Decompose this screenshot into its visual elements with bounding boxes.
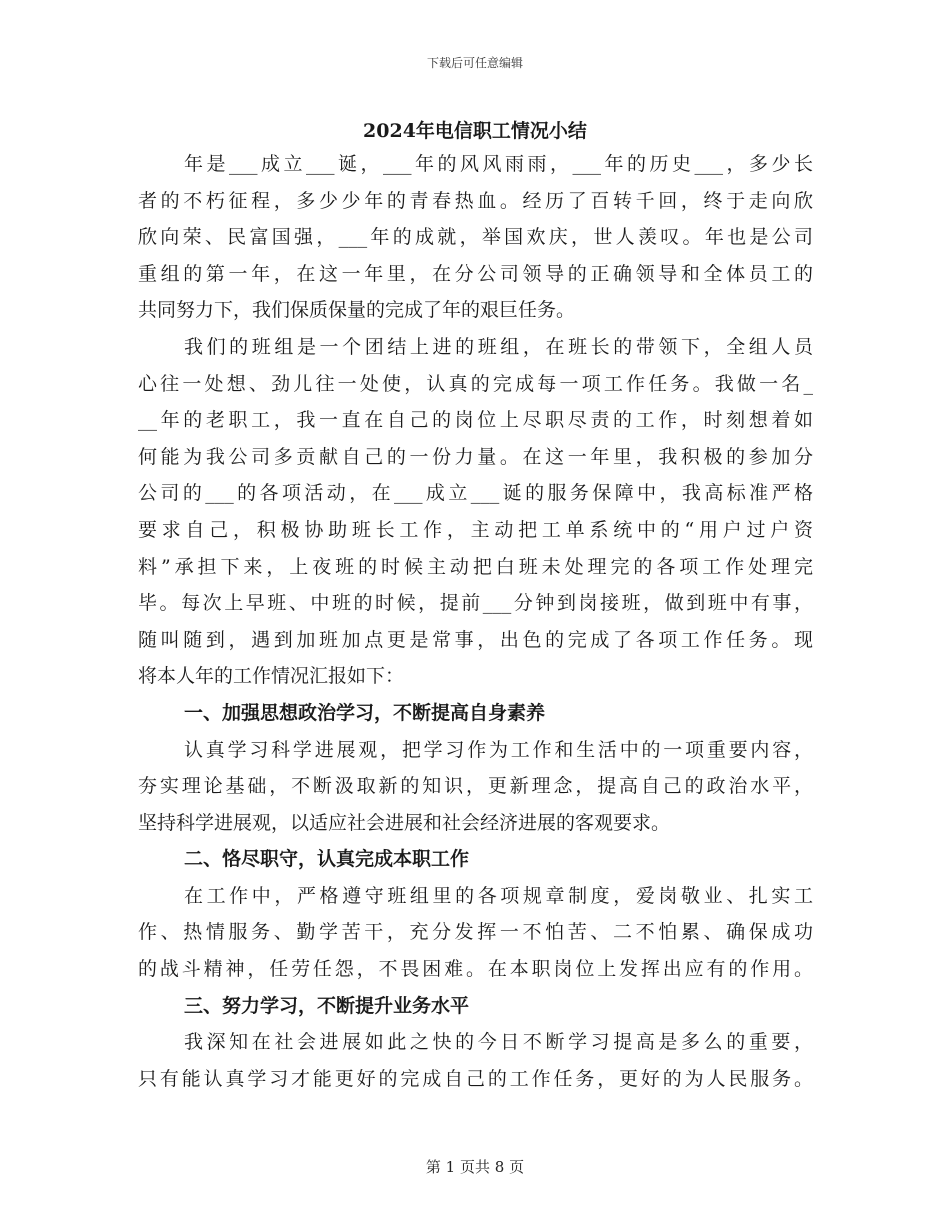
paragraph-line: 坚持科学进展观，以适应社会进展和社会经济进展的客观要求。 (138, 811, 671, 834)
paragraph-line: 心往一处想、劲儿往一处使，认真的完成每一项工作任务。我做一名_ (138, 372, 813, 395)
paragraph-line: 的战斗精神，任劳任怨，不畏困难。在本职岗位上发挥出应有的作用。 (138, 958, 813, 981)
paragraph-line: 何能为我公司多贡献自己的一份力量。在这一年里，我积极的参加分 (138, 445, 813, 468)
paragraph-line: 在工作中，严格遵守班组里的各项规章制度，爱岗敬业、扎实工 (184, 884, 813, 907)
section-heading: 三、努力学习，不断提升业务水平 (184, 994, 470, 1017)
section-heading: 一、加强思想政治学习，不断提高自身素养 (184, 701, 546, 724)
paragraph-line: 只有能认真学习才能更好的完成自己的工作任务，更好的为人民服务。 (138, 1067, 813, 1090)
paragraph-line: 公司的___的各项活动，在___成立___诞的服务保障中，我高标准严格 (138, 482, 813, 505)
paragraph-line: 我深知在社会进展如此之快的今日不断学习提高是多么的重要， (184, 1031, 813, 1054)
paragraph-line: 我们的班组是一个团结上进的班组，在班长的带领下，全组人员 (184, 335, 813, 358)
paragraph-line: 毕。每次上早班、中班的时候，提前___分钟到岗接班，做到班中有事， (138, 592, 813, 615)
paragraph-line: 共同努力下，我们保质保量的完成了年的艰巨任务。 (138, 299, 576, 322)
paragraph-line: 重组的第一年，在这一年里，在分公司领导的正确领导和全体员工的 (138, 262, 813, 285)
section-heading: 二、恪尽职守，认真完成本职工作 (184, 848, 470, 871)
paragraph-line: 夯实理论基础，不断汲取新的知识，更新理念，提高自己的政治水平， (138, 775, 813, 798)
document-body (138, 146, 813, 1097)
page-header-note: 下载后可任意编辑 (426, 56, 523, 70)
paragraph-line: 者的不朽征程，多少少年的青春热血。经历了百转千回，终于走向欣 (138, 189, 813, 212)
paragraph-line: 年是___成立___诞，___年的风风雨雨，___年的历史___，多少长 (184, 153, 813, 175)
paragraph-line: 将本人年的工作情况汇报如下： (138, 665, 405, 688)
paragraph-line: 欣向荣、民富国强，___年的成就，举国欢庆，世人羡叹。年也是公司 (138, 226, 813, 249)
paragraph-line: __年的老职工，我一直在自己的岗位上尽职尽责的工作，时刻想着如 (138, 409, 813, 432)
paragraph-line: 要求自己，积极协助班长工作，主动把工单系统中的“用户过户资 (138, 518, 813, 541)
paragraph-line: 作、热情服务、勤学苦干，充分发挥一不怕苦、二不怕累、确保成功 (138, 921, 813, 944)
paragraph-line: 随叫随到，遇到加班加点更是常事，出色的完成了各项工作任务。现 (138, 628, 813, 651)
page-number-footer: 第 1 页共 8 页 (425, 1158, 525, 1176)
document-title: 2024年电信职工情况小结 (363, 120, 587, 142)
paragraph-line: 认真学习科学进展观，把学习作为工作和生活中的一项重要内容， (184, 738, 813, 761)
paragraph-line: 料”承担下来，上夜班的时候主动把白班未处理完的各项工作处理完 (138, 555, 813, 578)
